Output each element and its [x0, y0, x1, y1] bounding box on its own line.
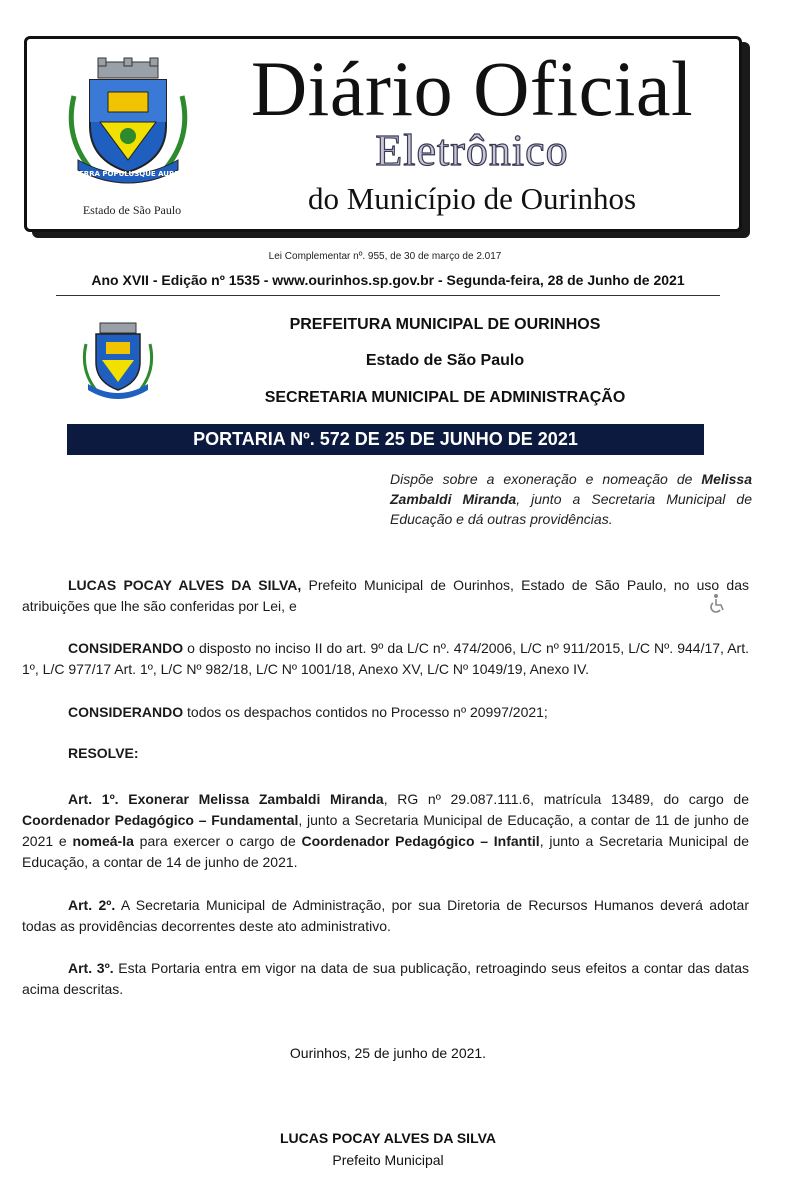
crest-motto: TERRA POPULUSQUE AUREI — [74, 170, 182, 178]
paragraph-art-2: Art. 2º. A Secretaria Municipal de Administração, por sua Diretoria de Recursos Humanos deverá adotar todas as providências decorrentes deste ato administrativo. — [22, 897, 749, 934]
signer-name: LUCAS POCAY ALVES DA SILVA — [280, 1130, 496, 1146]
paragraph-considerando-1: CONSIDERANDO o disposto no inciso II do art. 9º da L/C nº. 474/2006, L/C nº 911/2015, L/C Nº. 944/17, Art. 1º, L/C 977/17 Art. 1º, L/C Nº 982/18, L/C Nº 1001/18, Anexo XV, L/C Nº 1049/19, Anexo IV. — [22, 640, 749, 677]
edition-line: Ano XVII - Edição nº 1535 - www.ourinhos.sp.gov.br - Segunda-feira, 28 de Junho de 2021 — [91, 272, 685, 288]
paragraph-resolve: RESOLVE: — [68, 745, 139, 761]
masthead-state: Estado de São Paulo — [82, 203, 182, 217]
paragraph-art-1: Art. 1º. Exonerar Melissa Zambaldi Miranda, RG nº 29.087.111.6, matrícula 13489, do cargo de Coordenador Pedagógico – Fundamental, junto a Secretaria Municipal de Educação, a contar de 11 de junho de 2021 e nomeá-la para exercer o cargo de Coordenador Pedagógico – Infantil, junto a Secretaria Municipal de Educação, a contar de 14 de junho de 2021. — [22, 791, 750, 870]
municipal-crest-icon — [60, 56, 196, 192]
paragraph-preamble: LUCAS POCAY ALVES DA SILVA, Prefeito Municipal de Ourinhos, Estado de São Paulo, no uso das atribuições que lhe são conferidas por Lei, e — [22, 577, 750, 614]
masthead-title: Diário Oficial — [250, 45, 694, 132]
header-estado: Estado de São Paulo — [365, 352, 525, 369]
ementa-name: Melissa Zambaldi Miranda — [390, 471, 752, 507]
masthead-municipality: do Município de Ourinhos — [307, 181, 637, 216]
header-secretaria: SECRETARIA MUNICIPAL DE ADMINISTRAÇÃO — [264, 389, 626, 406]
law-reference: Lei Complementar nº. 955, de 30 de março de 2.017 — [268, 251, 502, 262]
portaria-title-banner: PORTARIA Nº. 572 DE 25 DE JUNHO DE 2021 — [67, 424, 704, 455]
paragraph-considerando-2: CONSIDERANDO todos os despachos contidos no Processo nº 20997/2021; — [68, 704, 548, 720]
portaria-ementa: Dispõe sobre a exoneração e nomeação de Melissa Zambaldi Miranda, junto a Secretaria Municipal de Educação e dá outras providências. — [390, 471, 752, 527]
paragraph-art-3: Art. 3º. Esta Portaria entra em vigor na data de sua publicação, retroagindo seus efeitos a contar das datas acima descritas. — [22, 960, 749, 997]
masthead-subtitle: Eletrônico — [375, 126, 569, 175]
accessibility-icon[interactable] — [706, 592, 728, 614]
signer-role: Prefeito Municipal — [332, 1152, 444, 1168]
header-prefeitura: PREFEITURA MUNICIPAL DE OURINHOS — [289, 316, 601, 333]
place-date: Ourinhos, 25 de junho de 2021. — [289, 1045, 487, 1061]
header-divider — [56, 295, 720, 296]
municipal-crest-small-icon — [78, 320, 158, 404]
